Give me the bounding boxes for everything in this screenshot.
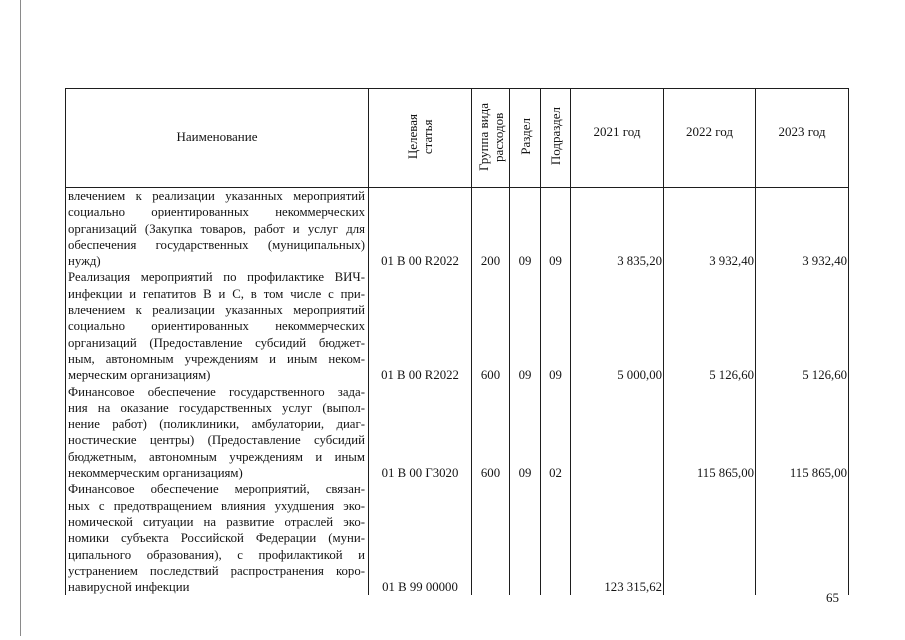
cell-section <box>510 481 541 595</box>
cell-2022 <box>664 481 756 595</box>
header-target-article-line: статья <box>420 119 435 154</box>
cell-target-article: 01 В 00 R2022 <box>369 269 472 383</box>
page-number: 65 <box>826 590 839 605</box>
name-line: ния на оказание государственных услуг (выпол- <box>68 400 365 415</box>
cell-section: 09 <box>510 269 541 383</box>
header-subsection-label <box>548 107 563 165</box>
cell-2023 <box>756 481 849 595</box>
header-subsection <box>541 89 571 188</box>
cell-2023: 115 865,00 <box>756 384 849 482</box>
name-line: организаций (Закупка товаров, работ и услуг для <box>68 221 365 236</box>
name-line: социально ориентированных некоммерческих <box>68 319 365 334</box>
header-expense-group <box>472 89 510 188</box>
cell-expense-group: 600 <box>472 269 510 383</box>
name-line: организаций (Предоставление субсидий бюджет- <box>68 335 365 350</box>
cell-expense-group <box>472 481 510 595</box>
cell-section: 09 <box>510 188 541 270</box>
header-target-article-line: Целевая <box>405 113 420 160</box>
header-target-article <box>369 89 472 188</box>
name-line: ным, автономным учреждениям и иным неком- <box>68 351 365 366</box>
budget-table <box>65 88 849 595</box>
header-2021 <box>571 89 664 188</box>
cell-target-article: 01 В 00 Г3020 <box>369 384 472 482</box>
header-2021-label: 2021 год <box>593 123 641 139</box>
name-line: номической ситуации на развитие отраслей эко- <box>68 514 365 529</box>
cell-2021: 123 315,62 <box>571 481 664 595</box>
cell-section: 09 <box>510 384 541 482</box>
cell-expense-group: 200 <box>472 188 510 270</box>
name-line: нение работ) (поликлиники, амбулатории, диаг- <box>68 417 365 432</box>
header-section <box>510 89 541 188</box>
name-line: инфекции и гепатитов В и С, в том числе с при- <box>68 286 365 301</box>
name-line: мерческим организациям) <box>68 368 211 383</box>
header-section-line: Раздел <box>517 118 533 155</box>
header-2022-label: 2022 год <box>686 123 733 139</box>
cell-2023: 3 932,40 <box>756 188 849 270</box>
header-expense-group-label <box>476 103 506 171</box>
cell-2022: 3 932,40 <box>664 188 756 270</box>
cell-target-article: 01 В 00 R2022 <box>369 188 472 270</box>
scan-edge-line <box>20 0 21 636</box>
header-row <box>66 89 849 188</box>
name-line: бюджетным, автономным учреждениям и иным <box>68 449 365 464</box>
cell-2023: 5 126,60 <box>756 269 849 383</box>
name-line: ных с предотвращением влияния ухудшения эко- <box>68 498 365 513</box>
name-line: ностические центры) (Предоставление субсидий <box>68 433 365 448</box>
name-line: социально ориентированных некоммерческих <box>68 205 365 220</box>
header-section-label <box>518 118 533 155</box>
name-line: Финансовое обеспечение государственного зада- <box>68 384 365 399</box>
name-line: ципального образования), с профилактикой и <box>68 547 365 562</box>
cell-subsection <box>541 481 571 595</box>
table-row <box>66 188 849 270</box>
cell-name <box>66 188 369 270</box>
cell-2021 <box>571 384 664 482</box>
table-row <box>66 481 849 595</box>
header-expense-group-line: Группа вида <box>475 102 491 171</box>
header-2023 <box>756 89 849 188</box>
name-line: некоммерческим организациям) <box>68 466 243 481</box>
header-2023-label: 2023 год <box>778 123 826 139</box>
cell-expense-group: 600 <box>472 384 510 482</box>
header-name <box>66 89 369 188</box>
table-row <box>66 269 849 383</box>
header-name-label: Наименование <box>176 128 258 144</box>
cell-2021: 5 000,00 <box>571 269 664 383</box>
cell-2021: 3 835,20 <box>571 188 664 270</box>
cell-name <box>66 269 369 383</box>
name-line: навирусной инфекции <box>68 580 190 595</box>
name-line: Реализация мероприятий по профилактике ВИЧ- <box>68 270 365 285</box>
name-line: обеспечения государственных (муниципальных) <box>68 237 365 252</box>
name-line: влечением к реализации указанных мероприятий <box>68 189 365 203</box>
cell-subsection: 09 <box>541 269 571 383</box>
cell-2022: 115 865,00 <box>664 384 756 482</box>
name-line: устранением последствий распространения коро- <box>68 563 365 578</box>
header-subsection-line: Подраздел <box>548 107 563 166</box>
cell-subsection: 02 <box>541 384 571 482</box>
cell-name <box>66 384 369 482</box>
cell-name <box>66 481 369 595</box>
header-target-article-label <box>405 114 435 159</box>
cell-subsection: 09 <box>541 188 571 270</box>
header-expense-group-line: расходов <box>490 111 506 162</box>
header-2022 <box>664 89 756 188</box>
name-line: нужд) <box>68 254 101 269</box>
cell-2022: 5 126,60 <box>664 269 756 383</box>
name-line: влечением к реализации указанных мероприятий <box>68 303 365 318</box>
table-row <box>66 384 849 482</box>
name-line: Финансовое обеспечение мероприятий, связан- <box>68 482 365 497</box>
name-line: номики субъекта Российской Федерации (муни- <box>68 531 365 546</box>
cell-target-article: 01 В 99 00000 <box>369 481 472 595</box>
